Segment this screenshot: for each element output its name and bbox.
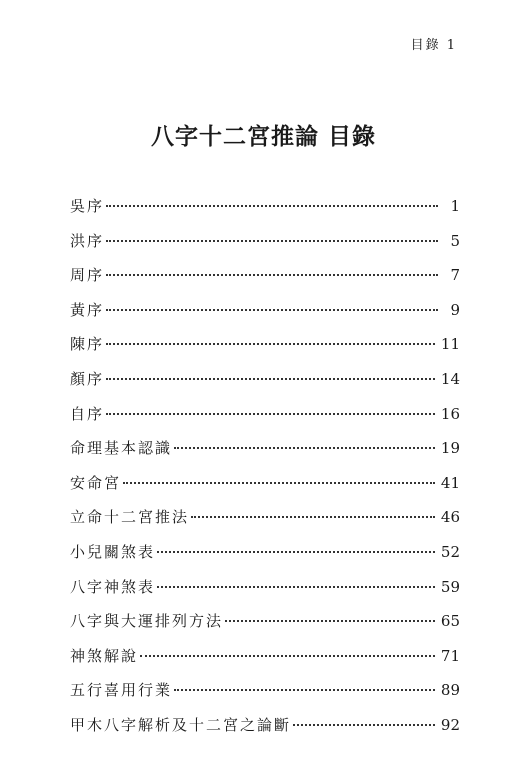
toc-entry-page: 19	[440, 439, 460, 458]
toc-entry-label: 周序	[70, 266, 105, 285]
dot-leader	[174, 447, 435, 449]
toc-entry-page: 52	[440, 542, 460, 561]
toc-entry-label: 安命宮	[70, 473, 122, 492]
dot-leader	[123, 482, 435, 484]
toc-entry-label: 五行喜用行業	[70, 681, 173, 700]
toc-entry-page: 59	[440, 577, 460, 596]
toc-entry	[70, 610, 460, 645]
toc-entry-label: 命理基本認識	[70, 439, 173, 458]
page-title: 八字十二宮推論 目錄	[150, 123, 376, 150]
toc-entry-label: 小兒關煞表	[70, 542, 156, 561]
toc-entry	[70, 541, 460, 576]
dot-leader	[106, 240, 438, 242]
toc-entry-page: 9	[450, 300, 460, 319]
toc-entry-label: 洪序	[70, 231, 105, 250]
toc-entry	[70, 368, 460, 403]
running-header: 目錄 1	[410, 38, 457, 53]
dot-leader	[106, 413, 435, 415]
toc-entry-label: 自序	[70, 404, 105, 423]
dot-leader	[174, 689, 435, 691]
toc-entry-label: 顏序	[70, 369, 105, 388]
toc-entry-page: 65	[440, 612, 460, 631]
dot-leader	[293, 724, 435, 726]
toc-entry	[70, 679, 460, 714]
toc-entry-page: 11	[440, 335, 460, 354]
dot-leader	[157, 586, 435, 588]
toc-entry	[70, 299, 460, 334]
toc-entry-label: 吳序	[70, 197, 105, 215]
dot-leader	[106, 274, 438, 276]
toc-entry-page: 71	[440, 646, 460, 665]
toc-entry	[70, 506, 460, 541]
toc-entry-page: 1	[450, 197, 460, 215]
toc-entry	[70, 403, 460, 438]
toc-entry	[70, 264, 460, 299]
dot-leader	[106, 205, 438, 207]
toc-entry	[70, 714, 460, 749]
toc-entry-label: 八字與大運排列方法	[70, 612, 224, 631]
toc-entry-label: 黃序	[70, 300, 105, 319]
toc-entry-page: 14	[440, 369, 460, 388]
toc-entry	[70, 195, 460, 230]
toc-entry	[70, 576, 460, 611]
toc-entry-label: 立命十二宮推法	[70, 508, 190, 527]
toc-entry-page: 46	[440, 508, 460, 527]
dot-leader	[106, 309, 438, 311]
toc-entry-page: 41	[440, 473, 460, 492]
toc-entry-page: 92	[440, 715, 460, 734]
toc-entry-label: 陳序	[70, 335, 105, 354]
toc-entry	[70, 472, 460, 507]
toc-entry-page: 16	[440, 404, 460, 423]
dot-leader	[225, 620, 435, 622]
dot-leader	[191, 516, 435, 518]
dot-leader	[157, 551, 435, 553]
toc-entry-page: 7	[450, 266, 460, 285]
toc-entry-label: 八字神煞表	[70, 577, 156, 596]
toc-entry	[70, 230, 460, 265]
toc-entry	[70, 437, 460, 472]
toc-entry	[70, 333, 460, 368]
toc-entry	[70, 645, 460, 680]
toc-entry-page: 5	[450, 231, 460, 250]
dot-leader	[106, 378, 435, 380]
toc-entry-label: 神煞解說	[70, 646, 139, 665]
toc-entry-page: 89	[440, 681, 460, 700]
toc-entry-label: 甲木八字解析及十二宮之論斷	[70, 715, 292, 734]
table-of-contents	[70, 195, 460, 749]
dot-leader	[140, 655, 435, 657]
dot-leader	[106, 343, 435, 345]
